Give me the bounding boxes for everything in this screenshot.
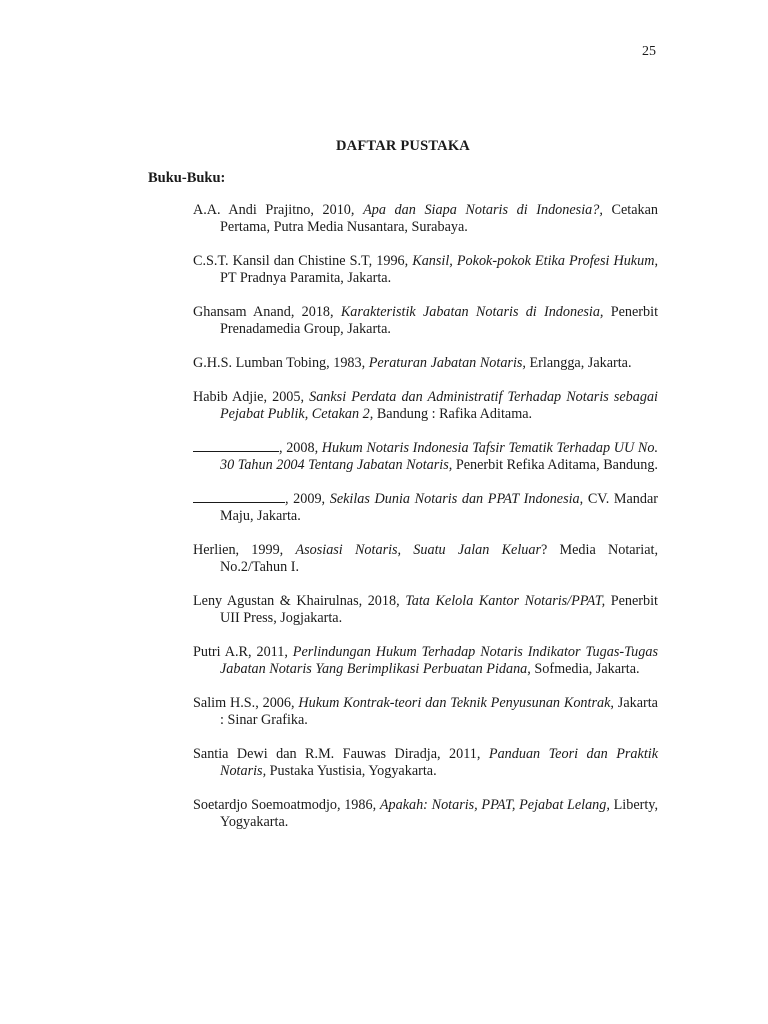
reference-title: Apakah: Notaris, PPAT, Pejabat Lelang, bbox=[379, 797, 610, 813]
reference-author-year: Putri A.R, 2011, bbox=[193, 644, 293, 660]
reference-title: Apa dan Siapa Notaris di Indonesia?, bbox=[363, 202, 603, 218]
reference-item bbox=[193, 593, 658, 627]
reference-title: Panduan Teori dan Praktik Notaris, bbox=[220, 746, 658, 779]
reference-title: Hukum Notaris Indonesia Tafsir Tematik Terhadap UU No. 30 Tahun 2004 Tentang Jabatan Notaris, bbox=[220, 440, 659, 473]
page-title: DAFTAR PUSTAKA bbox=[336, 138, 470, 154]
reference-item bbox=[193, 389, 658, 423]
reference-publisher: ? Media Notariat, No.2/Tahun I. bbox=[220, 542, 659, 575]
reference-publisher: , Sofmedia, Jakarta. bbox=[527, 661, 640, 677]
reference-item bbox=[193, 440, 658, 474]
reference-author-year: C.S.T. Kansil dan Chistine S.T, 1996, bbox=[193, 253, 413, 269]
reference-publisher: Cetakan Pertama, Putra Media Nusantara, Surabaya. bbox=[220, 202, 658, 235]
reference-publisher: Penerbit Refika Aditama, Bandung. bbox=[452, 457, 658, 473]
reference-author-year: Leny Agustan & Khairulnas, 2018, bbox=[193, 593, 406, 609]
reference-title: Peraturan Jabatan Notaris, bbox=[368, 355, 526, 371]
reference-title: Sekilas Dunia Notaris dan PPAT Indonesia bbox=[329, 491, 580, 507]
reference-item bbox=[193, 644, 658, 678]
reference-item bbox=[193, 491, 658, 525]
reference-author-year: Herlien, 1999, bbox=[193, 542, 296, 558]
reference-author-year: , 2008, bbox=[279, 440, 322, 456]
reference-author-year: A.A. Andi Prajitno, 2010, bbox=[193, 202, 364, 218]
reference-author-year: Ghansam Anand, 2018, bbox=[193, 304, 341, 320]
reference-title: Asosiasi Notaris, Suatu Jalan Keluar bbox=[295, 542, 541, 558]
reference-publisher: , Bandung : Rafika Aditama. bbox=[369, 406, 533, 422]
reference-author-year: Salim H.S., 2006, bbox=[193, 695, 299, 711]
reference-title: Karakteristik Jabatan Notaris di Indonesia, bbox=[340, 304, 604, 320]
reference-publisher: , CV. Mandar Maju, Jakarta. bbox=[220, 491, 658, 524]
section-heading: Buku-Buku: bbox=[148, 170, 226, 186]
reference-item bbox=[193, 355, 658, 372]
reference-title: Kansil, Pokok-pokok Etika Profesi Hukum bbox=[412, 253, 655, 269]
reference-publisher: Pustaka Yustisia, Yogyakarta. bbox=[266, 763, 437, 779]
reference-publisher: Jakarta : Sinar Grafika. bbox=[220, 695, 658, 728]
same-author-line bbox=[193, 491, 285, 503]
reference-item bbox=[193, 304, 658, 338]
reference-author-year: Santia Dewi dan R.M. Fauwas Diradja, 2011, bbox=[193, 746, 489, 762]
reference-title: Sanksi Perdata dan Administratif Terhadap Notaris sebagai Pejabat Publik, Cetakan 2 bbox=[220, 389, 658, 422]
reference-title: Perlindungan Hukum Terhadap Notaris Indikator Tugas-Tugas Jabatan Notaris Yang Berimplikasi Perbuatan Pidana bbox=[220, 644, 658, 677]
reference-publisher: Penerbit Prenadamedia Group, Jakarta. bbox=[220, 304, 659, 337]
reference-publisher: Liberty, Yogyakarta. bbox=[220, 797, 658, 830]
reference-item bbox=[193, 253, 658, 287]
reference-publisher: Erlangga, Jakarta. bbox=[525, 355, 632, 371]
reference-list bbox=[193, 202, 658, 848]
reference-publisher: Penerbit UII Press, Jogjakarta. bbox=[220, 593, 658, 626]
same-author-line bbox=[193, 440, 279, 452]
reference-item bbox=[193, 746, 658, 780]
reference-author-year: , 2009, bbox=[285, 491, 330, 507]
reference-publisher: , PT Pradnya Paramita, Jakarta. bbox=[220, 253, 658, 286]
reference-author-year: Habib Adjie, 2005, bbox=[193, 389, 310, 405]
reference-item bbox=[193, 695, 658, 729]
reference-author-year: Soetardjo Soemoatmodjo, 1986, bbox=[193, 797, 380, 813]
page-number: 25 bbox=[642, 44, 656, 59]
reference-item bbox=[193, 202, 658, 236]
reference-author-year: G.H.S. Lumban Tobing, 1983, bbox=[193, 355, 369, 371]
reference-title: Tata Kelola Kantor Notaris/PPAT, bbox=[405, 593, 606, 609]
reference-title: Hukum Kontrak-teori dan Teknik Penyusunan Kontrak, bbox=[298, 695, 614, 711]
reference-item bbox=[193, 797, 658, 831]
reference-item bbox=[193, 542, 658, 576]
